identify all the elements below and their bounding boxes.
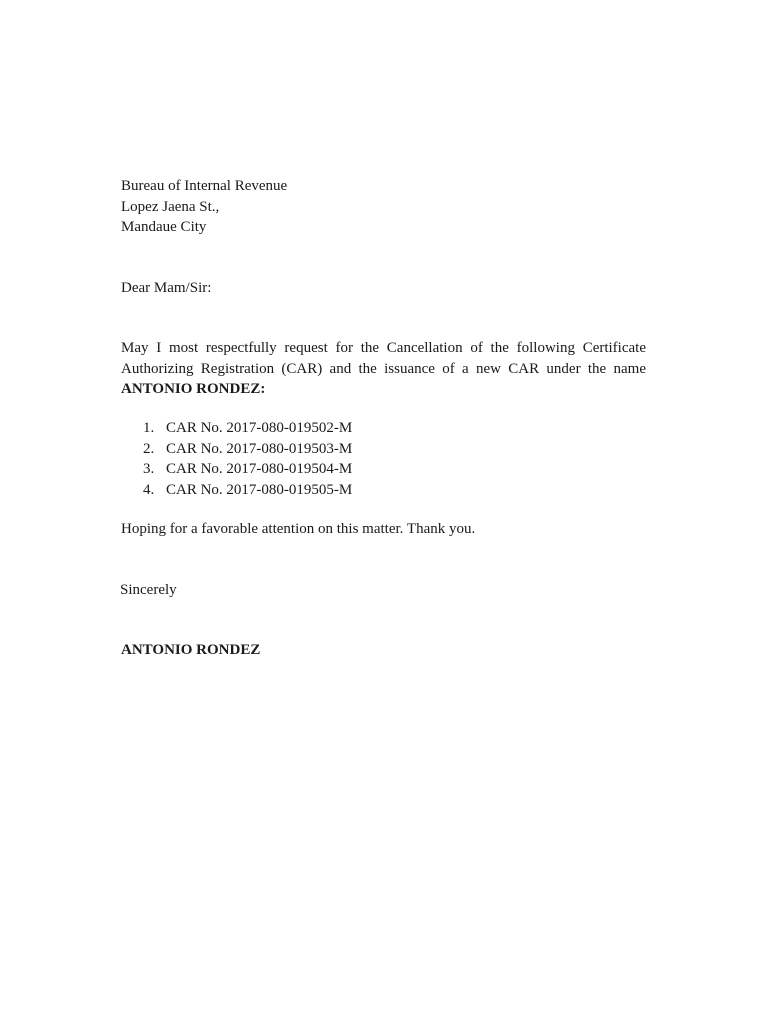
list-item-number: 3. [143, 461, 155, 477]
sign-off: Sincerely [120, 582, 177, 598]
list-item [143, 439, 352, 460]
car-list [143, 418, 352, 500]
recipient-line-3: Mandaue City [121, 219, 207, 235]
list-item [143, 480, 352, 501]
salutation: Dear Mam/Sir: [121, 280, 212, 296]
list-item [143, 459, 352, 480]
signatory-name: ANTONIO RONDEZ [121, 642, 261, 658]
body-name: ANTONIO RONDEZ: [121, 381, 266, 397]
list-item-number: 1. [143, 420, 155, 436]
list-item-text: CAR No. 2017-080-019504-M [166, 461, 353, 477]
list-item [143, 418, 352, 439]
list-item-number: 2. [143, 440, 155, 457]
closing-line: Hoping for a favorable attention on this matter. Thank you. [121, 521, 476, 537]
recipient-address [121, 176, 646, 238]
body-paragraph [121, 338, 646, 400]
recipient-line-2: Lopez Jaena St., [121, 198, 220, 215]
list-item-number: 4. [143, 481, 155, 498]
list-item-text: CAR No. 2017-080-019503-M [166, 440, 353, 457]
list-item-text: CAR No. 2017-080-019505-M [166, 481, 353, 498]
body-text: May I most respectfully request for the Cancellation of the following Certificate Authorizing Registration (CAR) and the issuance of a new CAR under the name [121, 340, 646, 377]
recipient-line-1: Bureau of Internal Revenue [121, 178, 288, 194]
list-item-text: CAR No. 2017-080-019502-M [166, 420, 353, 436]
